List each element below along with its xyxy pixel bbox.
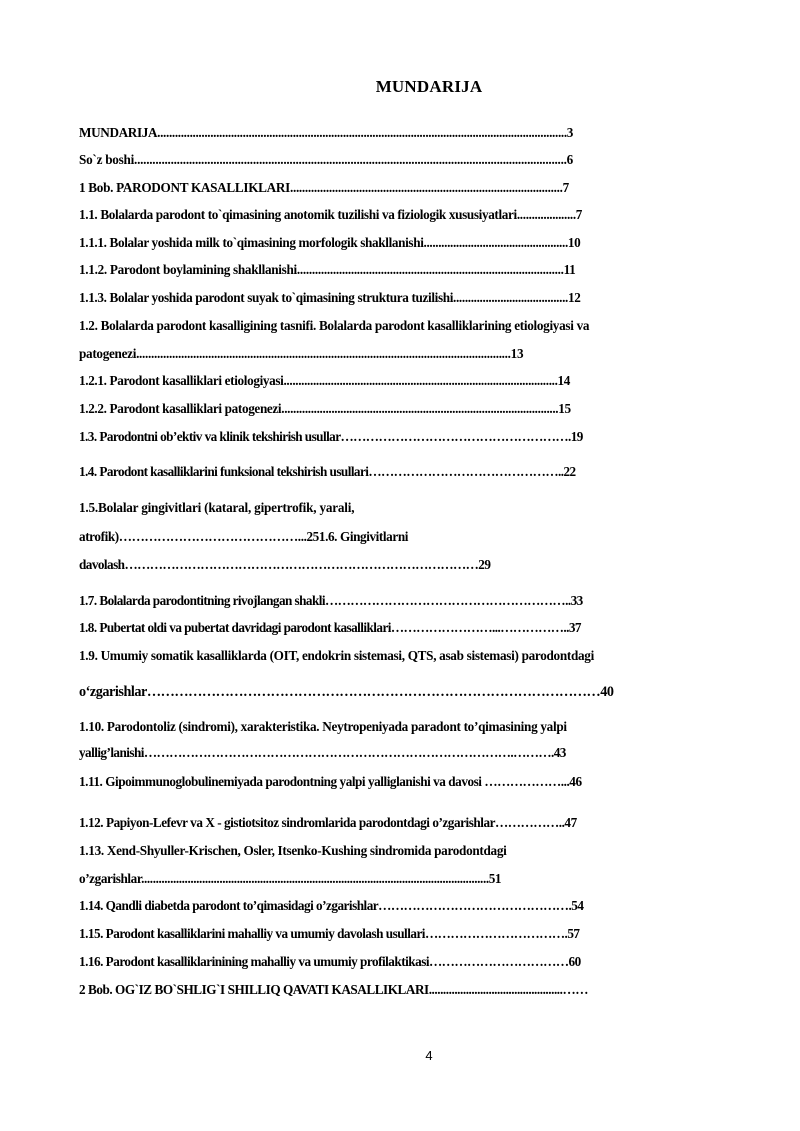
toc-entry-continued[interactable]: atrofik)……………………………………...251.6. Gingivitlarni [79, 529, 409, 544]
toc-entry[interactable]: 1.9. Umumiy somatik kasalliklarda (OIT, endokrin sistemasi, QTS, asab sistemasi) parodontdagi [79, 648, 594, 663]
toc-entry[interactable]: 1.2.1. Parodont kasalliklari etiologiyasi.............................................................................................14 [79, 373, 571, 388]
toc-entry[interactable]: So`z boshi..............................................................................................................................................6 [79, 152, 574, 167]
toc-entry[interactable]: MUNDARIJA...........................................................................................................................................3 [79, 125, 574, 140]
toc-entry[interactable]: 1.8. Pubertat oldi va pubertat davridagi parodont kasalliklari……………………...……………..37 [79, 620, 581, 635]
toc-entry[interactable]: 1.12. Papiyon-Lefevr va X - gistiotsitoz sindromlarida parodontdagi o’zgarishlar……………..47 [79, 815, 577, 830]
toc-entry[interactable]: 1.2.2. Parodont kasalliklari patogenezi..............................................................................................15 [79, 401, 571, 416]
toc-entry-continued[interactable]: yallig’lanishi…………………………………………………………………………….……….43 [79, 745, 566, 760]
toc-entry[interactable]: 1 Bob. PARODONT KASALLIKLARI...........................................................................................7 [79, 180, 569, 195]
toc-entry[interactable]: 1.1.1. Bolalar yoshida milk to`qimasining morfologik shakllanishi.................................................10 [79, 235, 581, 250]
page-number: 4 [425, 1048, 433, 1063]
toc-entry[interactable]: 1.1. Bolalarda parodont to`qimasining anotomik tuzilishi va fiziologik xususiyatlari....................7 [79, 207, 583, 222]
toc-entry[interactable]: 1.14. Qandli diabetda parodont to’qimasidagi o’zgarishlar……………………………………….54 [79, 898, 584, 913]
toc-entry[interactable]: 1.10. Parodontoliz (sindromi), xarakteristika. Neytropeniyada paradont to’qimasining yalpi [79, 719, 567, 734]
toc-entry[interactable]: 1.1.2. Parodont boylamining shakllanishi.........................................................................................11 [79, 262, 576, 277]
toc-entry[interactable]: 1.3. Parodontni ob’ektiv va klinik tekshirish usullar……………………………………………….19 [79, 429, 583, 444]
toc-entry[interactable]: 1.15. Parodont kasalliklarini mahalliy va umumiy davolash usullari…………………………….57 [79, 926, 580, 941]
toc-entry[interactable]: 1.16. Parodont kasalliklarinining mahalliy va umumiy profilaktikasi……………………………60 [79, 954, 581, 969]
page-title: MUNDARIJA [375, 77, 483, 96]
toc-entry[interactable]: 1.2. Bolalarda parodont kasalligining tasnifi. Bolalarda parodont kasalliklarining etiologiyasi va [79, 318, 590, 333]
toc-entry[interactable]: 2 Bob. OG`IZ BO`SHLIG`I SHILLIQ QAVATI KASALLIKLARI...............................................…… [79, 982, 588, 997]
toc-entry[interactable]: 1.4. Parodont kasalliklarini funksional tekshirish usullari………………………………………..22 [79, 464, 576, 479]
toc-entry-continued[interactable]: o’zgarishlar........................................................................................................................51 [79, 871, 502, 886]
toc-entry-continued[interactable]: davolash…………………………………………………………………………29 [79, 557, 491, 572]
toc-entry-continued[interactable]: patogenezi.............................................................................................................................13 [79, 346, 524, 361]
toc-entry[interactable]: 1.1.3. Bolalar yoshida parodont suyak to`qimasining struktura tuzilishi.......................................12 [79, 290, 581, 305]
toc-entry[interactable]: 1.7. Bolalarda parodontitning rivojlangan shakli…………………………………………………..33 [79, 593, 583, 608]
toc-entry[interactable]: 1.13. Xend-Shyuller-Krischen, Osler, Itsenko-Kushing sindromida parodontdagi [79, 843, 507, 858]
toc-entry[interactable]: 1.5.Bolalar gingivitlari (kataral, gipertrofik, yarali, [79, 500, 355, 515]
toc-entry-continued[interactable]: o‘zgarishlar………………………………………………………………………………………40 [79, 684, 614, 700]
toc-entry[interactable]: 1.11. Gipoimmunoglobulinemiyada parodontning yalpi yalliglanishi va davosi ………………...46 [79, 774, 582, 789]
